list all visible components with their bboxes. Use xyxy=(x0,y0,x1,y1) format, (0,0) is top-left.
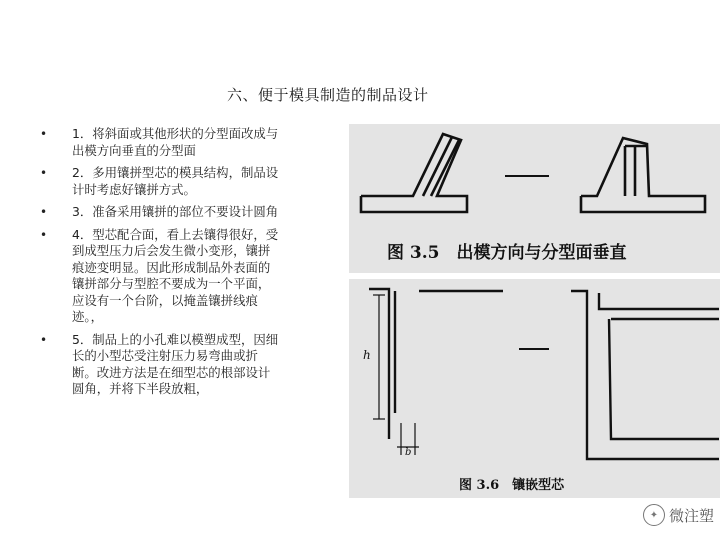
slide-title: 六、便于模具制造的制品设计 xyxy=(227,86,429,104)
bullet-text: 5．制品上的小孔难以模塑成型，因细长的小型芯受注射压力易弯曲或折断。改进方法是在细型芯的根部设计圆角，并将下半段放粗， xyxy=(72,331,279,396)
bullet-list xyxy=(40,126,280,404)
parting-line-diagram xyxy=(349,124,720,273)
bullet-text: 2．多用镶拼型芯的模具结构，制品设计时考虑好镶拼方式。 xyxy=(72,165,279,197)
figure-3-6-caption: 图 3.6 镶嵌型芯 xyxy=(459,478,565,493)
dimension-label-h: h xyxy=(363,348,371,362)
watermark xyxy=(643,504,714,526)
bullet-dot: • xyxy=(40,127,48,141)
bullet-dot: • xyxy=(40,332,48,347)
figure-3-6 xyxy=(349,279,720,498)
watermark-text: 微注塑 xyxy=(668,506,714,525)
bullet-text: 4．型芯配合面，看上去镶得很好，受到成型压力后会发生微小变形，镶拼痕迹变明显。因此形成制品外表面的镶拼部分与型腔不要成为一个平面，应设有一个台阶，以掩盖镶拼线痕迹。， xyxy=(72,226,279,324)
bullet-text: 1．将斜面或其他形状的分型面改成与出模方向垂直的分型面 xyxy=(72,126,279,158)
list-item xyxy=(40,332,280,398)
insert-core-diagram xyxy=(349,279,720,498)
figure-3-5-caption: 图 3.5 出模方向与分型面垂直 xyxy=(387,243,627,263)
list-item xyxy=(40,126,280,159)
right-core-outline xyxy=(609,319,719,439)
bullet-dot: • xyxy=(40,166,48,180)
list-item xyxy=(40,204,280,221)
wechat-icon: ✦ xyxy=(643,504,665,526)
bullet-dot: • xyxy=(40,227,48,242)
dimension-label-b: b xyxy=(405,447,412,458)
list-item xyxy=(40,165,280,198)
bullet-dot: • xyxy=(40,205,48,219)
right-core-outline xyxy=(599,293,719,309)
list-item xyxy=(40,227,280,326)
right-part-outline xyxy=(581,138,705,212)
bullet-text: 3．准备采用镶拼的部位不要设计圆角 xyxy=(72,204,279,219)
left-part-outline xyxy=(361,134,467,212)
right-mold-outline xyxy=(571,291,719,459)
figure-3-5 xyxy=(349,124,720,273)
